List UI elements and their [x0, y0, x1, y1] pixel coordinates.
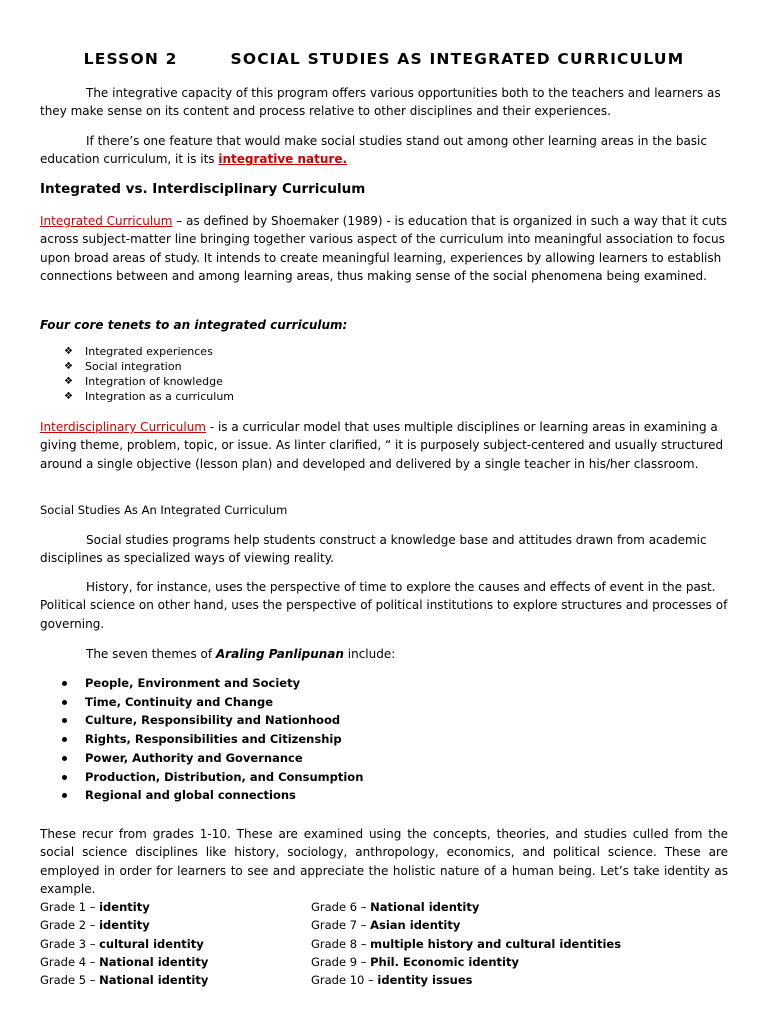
list-item: ❖ Integration as a curriculum	[64, 390, 235, 403]
list-item: People, Environment and Society	[60, 674, 363, 693]
bullet-dot-icon	[62, 681, 67, 686]
diamond-bullet-icon: ❖	[64, 376, 73, 387]
bullet-dot-icon	[62, 700, 67, 705]
list-item: ❖ Integrated experiences	[64, 345, 213, 358]
list-item: Grade 4 – National identity	[40, 954, 209, 969]
list-item: Regional and global connections	[60, 786, 363, 805]
list-item: Grade 7 – Asian identity	[311, 918, 461, 933]
intro-paragraph-1: The integrative capacity of this program offers various opportunities both to the teachers and learners as they make sense on its content and process relative to other disciplines and their experiences.	[40, 86, 721, 119]
interdisciplinary-curriculum-definition: Interdisciplinary Curriculum - is a curricular model that uses multiple disciplines or learning areas in examining a giving theme, problem, topic, or issue. As linter clarified, “ it is purposely subject-centered and usually structured around a single objective (lesson plan) and developed and delivered by a single teacher in his/her classroom.	[40, 420, 724, 471]
intro-paragraph-2: If there’s one feature that would make social studies stand out among other learning areas in the basic education curriculum, it is its integrative nature.	[40, 134, 707, 167]
diamond-bullet-icon: ❖	[64, 346, 73, 357]
grades-left-column	[40, 898, 300, 989]
grades-right-column	[311, 898, 731, 989]
integrated-curriculum-definition: Integrated Curriculum – as defined by Shoemaker (1989) - is education that is organized in such a way that it cuts across subject-matter line bringing together various aspect of the curriculum into meaningful association to focus upon broad areas of study. It intends to create meaningful learning, experiences by allowing learners to establish connections between and among learning areas, thus making sense of the social phenomena being examined.	[40, 214, 728, 284]
list-item: Production, Distribution, and Consumption	[60, 768, 363, 787]
list-item: Culture, Responsibility and Nationhood	[60, 711, 363, 730]
tenets-list	[64, 344, 234, 404]
closing-paragraph: These recur from grades 1-10. These are examined using the concepts, theories, and studies culled from the social science disciplines like history, sociology, anthropology, economics, and political science. These are employed in order for learners to see and appreciate the holistic nature of a human being. Let’s take identity as example.	[40, 827, 728, 897]
list-item: Grade 5 – National identity	[40, 973, 209, 988]
list-item: ❖ Integration of knowledge	[64, 375, 223, 388]
list-item: Grade 9 – Phil. Economic identity	[311, 954, 519, 969]
bullet-dot-icon	[62, 775, 67, 780]
list-item: Grade 3 – cultural identity	[40, 936, 204, 951]
social-studies-paragraph-2: History, for instance, uses the perspective of time to explore the causes and effects of event in the past. Political science on other hand, uses the perspective of political institutions to explore structures and processes of governing.	[40, 580, 728, 631]
lesson-heading: SOCIAL STUDIES AS INTEGRATED CURRICULUM	[230, 50, 685, 68]
list-item: Power, Authority and Governance	[60, 749, 363, 768]
tenets-heading: Four core tenets to an integrated curriculum:	[40, 318, 348, 332]
list-item: Grade 6 – National identity	[311, 900, 480, 914]
list-item: Time, Continuity and Change	[60, 693, 363, 712]
section-heading-integrated-vs-interdisciplinary: Integrated vs. Interdisciplinary Curriculum	[40, 181, 366, 197]
themes-list	[60, 674, 363, 805]
list-item: Grade 8 – multiple history and cultural identities	[311, 936, 622, 951]
list-item: Grade 10 – identity issues	[311, 973, 473, 988]
bullet-dot-icon	[62, 737, 67, 742]
list-item: Rights, Responsibilities and Citizenship	[60, 730, 363, 749]
lesson-number: LESSON 2	[83, 50, 178, 68]
themes-intro: The seven themes of Araling Panlipunan include:	[86, 647, 396, 661]
list-item: ❖ Social integration	[64, 360, 182, 373]
interdisciplinary-curriculum-term: Interdisciplinary Curriculum	[40, 420, 206, 434]
list-item: Grade 2 – identity	[40, 918, 150, 933]
list-item: Grade 1 – identity	[40, 900, 150, 914]
integrative-nature-highlight: integrative nature.	[218, 152, 348, 167]
social-studies-paragraph-1: Social studies programs help students construct a knowledge base and attitudes drawn from academic disciplines as specialized ways of viewing reality.	[40, 533, 707, 566]
diamond-bullet-icon: ❖	[64, 361, 73, 372]
integrated-curriculum-term: Integrated Curriculum	[40, 214, 173, 228]
page-title	[0, 50, 768, 68]
bullet-dot-icon	[62, 793, 67, 798]
diamond-bullet-icon: ❖	[64, 391, 73, 402]
section-heading-social-studies: Social Studies As An Integrated Curriculum	[40, 503, 288, 517]
bullet-dot-icon	[62, 718, 67, 723]
bullet-dot-icon	[62, 756, 67, 761]
